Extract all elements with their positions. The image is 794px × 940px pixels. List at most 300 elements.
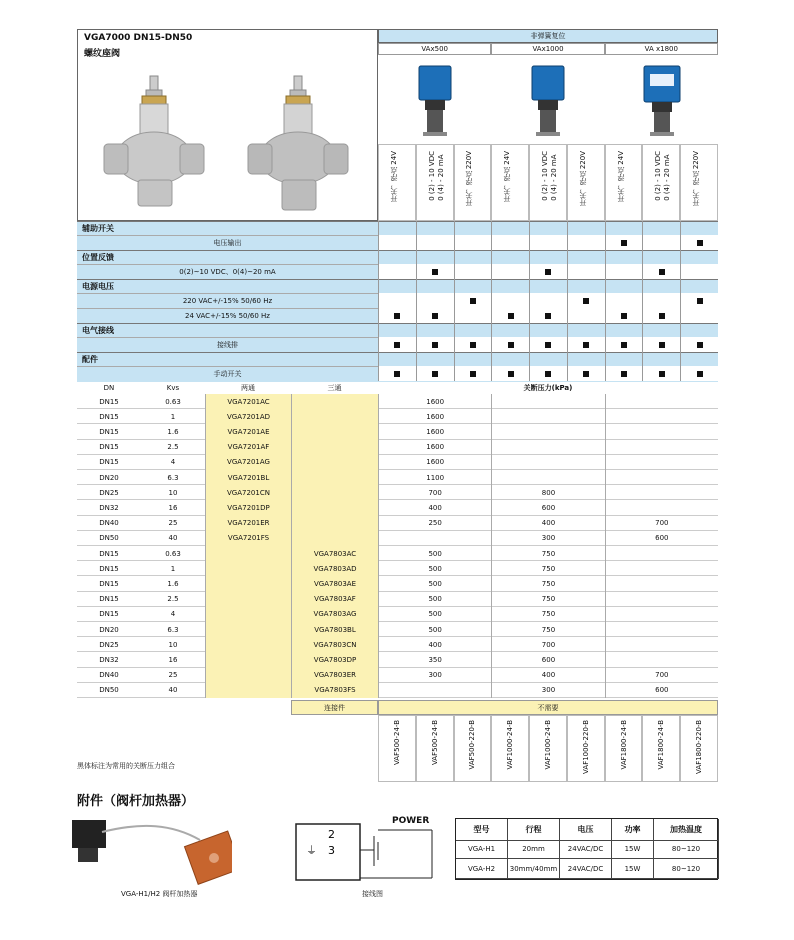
pressure-cell: 500 <box>378 561 491 576</box>
feature-mark-cell <box>567 264 605 279</box>
two-way-model-cell: VGA7201CN <box>205 485 291 500</box>
check-mark-icon <box>659 342 665 348</box>
three-way-model-cell: VGA7803AG <box>291 607 378 622</box>
feature-label: 电压输出 <box>213 238 242 247</box>
two-way-model-cell: VGA7201FS <box>205 531 291 546</box>
check-mark-icon <box>470 371 476 377</box>
pressure-cell: 1600 <box>378 394 491 409</box>
check-mark-icon <box>697 371 703 377</box>
feature-grid-cell <box>642 323 680 337</box>
check-mark-icon <box>432 342 438 348</box>
kvs-cell: 25 <box>168 519 178 528</box>
feature-grid-cell <box>529 279 567 293</box>
check-mark-icon <box>621 371 627 377</box>
feature-section-label: 电气接线 <box>82 326 114 335</box>
feature-grid-cell <box>605 250 643 264</box>
col-two-way-header: 两通 <box>241 383 255 392</box>
feature-mark-cell <box>642 308 680 323</box>
wiring-diagram <box>294 816 434 884</box>
feature-mark-cell <box>567 308 605 323</box>
actuator-image <box>413 60 457 140</box>
feature-grid-cell <box>567 250 605 264</box>
dn-cell: DN40 <box>99 671 119 680</box>
feature-mark-cell <box>416 308 454 323</box>
pressure-cell: 600 <box>491 500 604 515</box>
check-mark-icon <box>394 342 400 348</box>
three-way-model-cell <box>291 485 378 500</box>
kvs-cell: 4 <box>170 610 176 619</box>
feature-grid-cell <box>378 352 416 366</box>
two-way-model-cell: VGA7201AF <box>205 440 291 455</box>
heater-caption: VGA-H1/H2 阀杆加热器 <box>121 890 198 898</box>
pressure-cell <box>605 394 718 409</box>
dn-cell: DN15 <box>99 427 119 436</box>
svg-text:⏚: ⏚ <box>306 844 317 857</box>
check-mark-icon <box>583 371 589 377</box>
feature-grid-cell <box>642 279 680 293</box>
feature-mark-cell <box>529 293 567 308</box>
pressure-cell <box>605 485 718 500</box>
kvs-cell: 2.5 <box>167 443 179 452</box>
pressure-cell <box>605 637 718 652</box>
pressure-cell: 1100 <box>378 470 491 485</box>
feature-mark-cell <box>378 366 416 381</box>
feature-grid-cell <box>680 279 718 293</box>
actuator-name: VAx1000 <box>491 43 604 55</box>
kvs-cell: 16 <box>168 655 178 664</box>
feature-mark-cell <box>378 264 416 279</box>
pressure-cell <box>605 546 718 561</box>
check-mark-icon <box>432 313 438 319</box>
dn-cell: DN15 <box>99 564 119 573</box>
wiring-caption: 接线图 <box>362 890 383 898</box>
linkage-code-column <box>680 715 718 782</box>
kvs-cell: 6.3 <box>167 625 179 634</box>
feature-grid-cell <box>491 221 529 235</box>
pressure-cell <box>491 424 604 439</box>
feature-mark-cell <box>567 366 605 381</box>
check-mark-icon <box>545 342 551 348</box>
linkage-code: VAF500-220-B <box>468 720 477 770</box>
pressure-cell <box>605 440 718 455</box>
signal-column <box>491 144 529 221</box>
feature-mark-cell <box>567 293 605 308</box>
feature-mark-cell <box>378 293 416 308</box>
check-mark-icon <box>659 371 665 377</box>
kvs-cell: 1.6 <box>167 579 179 588</box>
feature-mark-cell <box>642 235 680 250</box>
feature-grid-cell <box>416 221 454 235</box>
two-way-model-cell <box>205 576 291 591</box>
linkage-code-column <box>491 715 529 782</box>
spec-header-cell: 型号 <box>456 819 508 841</box>
check-mark-icon <box>394 371 400 377</box>
dn-cell: DN15 <box>99 458 119 467</box>
pressure-cell: 750 <box>491 607 604 622</box>
feature-mark-cell <box>454 264 492 279</box>
three-way-model-cell <box>291 516 378 531</box>
col-three-way-header: 三通 <box>327 383 342 392</box>
kvs-cell: 0.63 <box>165 397 181 406</box>
pressure-cell <box>491 440 604 455</box>
pressure-cell: 600 <box>605 531 718 546</box>
two-way-model-cell <box>205 652 291 667</box>
feature-mark-cell <box>416 264 454 279</box>
feature-mark-cell <box>491 337 529 352</box>
pressure-cell: 500 <box>378 576 491 591</box>
pressure-header: 关断压力(kPa) <box>523 383 573 392</box>
signal-label: 开关，浮点 24V <box>616 151 625 202</box>
pressure-cell: 300 <box>491 531 604 546</box>
feature-grid-cell <box>605 323 643 337</box>
feature-mark-cell <box>491 308 529 323</box>
feature-mark-cell <box>454 337 492 352</box>
feature-section-label: 电源电压 <box>82 282 114 291</box>
feature-mark-cell <box>567 337 605 352</box>
signal-column <box>642 144 680 221</box>
check-mark-icon <box>697 342 703 348</box>
title-block <box>77 29 378 221</box>
feature-mark-cell <box>605 293 643 308</box>
feature-label: 手动开关 <box>213 369 242 378</box>
pressure-cell: 400 <box>378 500 491 515</box>
check-mark-icon <box>659 269 665 275</box>
feature-mark-cell <box>454 308 492 323</box>
pressure-cell: 750 <box>491 592 604 607</box>
feature-mark-cell <box>454 366 492 381</box>
pressure-cell: 800 <box>491 485 604 500</box>
dn-cell: DN15 <box>99 610 119 619</box>
three-way-model-cell <box>291 455 378 470</box>
pressure-cell: 750 <box>491 561 604 576</box>
check-mark-icon <box>394 313 400 319</box>
col-kvs-header: Kvs <box>166 383 180 392</box>
actuator-image <box>526 60 570 140</box>
linkage-code-column <box>642 715 680 782</box>
feature-mark-cell <box>454 293 492 308</box>
pressure-cell: 400 <box>491 668 604 683</box>
signal-label: 0 (2) - 10 VDC 0 (4) - 20 mA <box>654 151 672 201</box>
check-mark-icon <box>432 371 438 377</box>
check-mark-icon <box>508 313 514 319</box>
spec-header-cell: 功率 <box>612 819 654 841</box>
dn-cell: DN20 <box>99 473 119 482</box>
spec-cell: 20mm <box>508 839 560 859</box>
pressure-cell: 700 <box>605 516 718 531</box>
feature-mark-cell <box>529 366 567 381</box>
feature-mark-cell <box>605 235 643 250</box>
kvs-cell: 6.3 <box>167 473 179 482</box>
spec-cell: 15W <box>612 839 654 859</box>
signal-column <box>605 144 643 221</box>
feature-grid-cell <box>378 323 416 337</box>
signal-column <box>529 144 567 221</box>
feature-mark-cell <box>529 337 567 352</box>
pressure-cell <box>491 455 604 470</box>
two-way-model-cell <box>205 668 291 683</box>
model-subtitle: 螺纹座阀 <box>84 49 121 59</box>
two-way-model-cell: VGA7201AC <box>205 394 291 409</box>
three-way-model-cell: VGA7803FS <box>291 683 378 698</box>
feature-label: 0(2)~10 VDC、0(4)~20 mA <box>179 267 276 276</box>
feature-mark-cell <box>642 366 680 381</box>
feature-grid-cell <box>454 221 492 235</box>
dn-cell: DN40 <box>99 519 119 528</box>
dn-cell: DN15 <box>99 412 119 421</box>
dn-cell: DN15 <box>99 443 119 452</box>
feature-grid-cell <box>491 250 529 264</box>
linkage-code-column <box>454 715 492 782</box>
two-way-model-cell: VGA7201BL <box>205 470 291 485</box>
col-dn-header: DN <box>103 383 115 392</box>
feature-grid-cell <box>454 323 492 337</box>
feature-grid-cell <box>605 221 643 235</box>
feature-mark-cell <box>680 264 718 279</box>
kvs-cell: 25 <box>168 671 178 680</box>
three-way-model-cell <box>291 424 378 439</box>
pressure-cell <box>378 683 491 698</box>
feature-grid-cell <box>680 221 718 235</box>
feature-label: 220 VAC+/-15% 50/60 Hz <box>182 296 273 305</box>
actuator-image <box>640 60 684 140</box>
pressure-cell: 600 <box>491 652 604 667</box>
kvs-cell: 16 <box>168 503 178 512</box>
linkage-code: VAF1800-24-B <box>619 720 628 770</box>
feature-grid-cell <box>529 250 567 264</box>
kvs-cell: 10 <box>168 488 178 497</box>
svg-text:2: 2 <box>328 828 335 841</box>
feature-label: 接线排 <box>217 340 238 349</box>
check-mark-icon <box>545 269 551 275</box>
actuator-name: VA x1800 <box>605 43 718 55</box>
signal-label: 开关，浮点 220V <box>465 151 474 207</box>
three-way-model-cell <box>291 531 378 546</box>
linkage-code-column <box>605 715 643 782</box>
pressure-cell: 400 <box>378 637 491 652</box>
three-way-model-cell <box>291 470 378 485</box>
feature-grid-cell <box>680 323 718 337</box>
spec-cell: 30mm/40mm <box>508 859 560 879</box>
two-way-model-cell: VGA7201ER <box>205 516 291 531</box>
pressure-cell: 400 <box>491 516 604 531</box>
signal-column <box>454 144 492 221</box>
feature-grid-cell <box>605 352 643 366</box>
feature-mark-cell <box>680 293 718 308</box>
pressure-cell: 500 <box>378 607 491 622</box>
linkage-code: VAF500-24-B <box>392 720 401 766</box>
pressure-cell: 700 <box>378 485 491 500</box>
feature-section-label: 位置反馈 <box>82 253 114 262</box>
pressure-cell: 1600 <box>378 424 491 439</box>
linkage-code: VAF1800-24-B <box>657 720 666 770</box>
spec-cell: 80~120 <box>654 839 719 859</box>
feature-grid-cell <box>416 279 454 293</box>
check-mark-icon <box>583 342 589 348</box>
feature-grid-cell <box>378 279 416 293</box>
accessory-title: 附件（阀杆加热器） <box>77 794 195 809</box>
feature-mark-cell <box>378 308 416 323</box>
signal-column <box>416 144 454 221</box>
feature-mark-cell <box>529 308 567 323</box>
pressure-cell <box>605 576 718 591</box>
three-way-model-cell: VGA7803AC <box>291 546 378 561</box>
feature-mark-cell <box>529 235 567 250</box>
feature-grid-cell <box>454 250 492 264</box>
feature-mark-cell <box>680 235 718 250</box>
spec-cell: 24VAC/DC <box>560 859 612 879</box>
pressure-cell: 250 <box>378 516 491 531</box>
heater-spec-table <box>455 818 718 880</box>
pressure-cell: 1600 <box>378 409 491 424</box>
spec-header-cell: 行程 <box>508 819 560 841</box>
signal-column <box>680 144 718 221</box>
feature-label: 24 VAC+/-15% 50/60 Hz <box>185 311 270 320</box>
three-way-model-cell: VGA7803DP <box>291 652 378 667</box>
feature-mark-cell <box>680 308 718 323</box>
linkage-code-column <box>378 715 416 782</box>
signal-label: 0 (2) - 10 VDC 0 (4) - 20 mA <box>540 151 558 201</box>
linkage-code-column <box>567 715 605 782</box>
check-mark-icon <box>508 342 514 348</box>
feature-grid-cell <box>416 323 454 337</box>
feature-mark-cell <box>605 337 643 352</box>
feature-grid-cell <box>529 352 567 366</box>
kvs-cell: 1 <box>170 412 176 421</box>
feature-grid-cell <box>567 279 605 293</box>
two-way-model-cell: VGA7201AD <box>205 409 291 424</box>
spec-header-cell: 加热温度 <box>654 819 719 841</box>
feature-mark-cell <box>605 308 643 323</box>
feature-grid-cell <box>680 250 718 264</box>
three-way-model-cell: VGA7803AF <box>291 592 378 607</box>
pressure-cell: 600 <box>605 683 718 698</box>
signal-label: 开关，浮点 220V <box>692 151 701 207</box>
feature-grid-cell <box>567 221 605 235</box>
kvs-cell: 2.5 <box>167 595 179 604</box>
dn-cell: DN32 <box>99 655 119 664</box>
pressure-cell <box>605 607 718 622</box>
kvs-cell: 1 <box>170 564 176 573</box>
kvs-cell: 1.6 <box>167 427 179 436</box>
two-way-model-cell <box>205 683 291 698</box>
check-mark-icon <box>621 313 627 319</box>
check-mark-icon <box>659 313 665 319</box>
pressure-cell <box>605 500 718 515</box>
feature-mark-cell <box>680 337 718 352</box>
pressure-cell: 300 <box>378 668 491 683</box>
feature-grid-cell <box>454 279 492 293</box>
pressure-cell <box>605 652 718 667</box>
feature-mark-cell <box>491 366 529 381</box>
feature-grid-cell <box>605 279 643 293</box>
linkage-value: 不需要 <box>378 700 718 715</box>
check-mark-icon <box>470 298 476 304</box>
kvs-cell: 40 <box>168 534 178 543</box>
three-way-model-cell: VGA7803AE <box>291 576 378 591</box>
pressure-cell <box>605 592 718 607</box>
signal-column <box>567 144 605 221</box>
pressure-cell: 500 <box>378 622 491 637</box>
check-mark-icon <box>545 313 551 319</box>
kvs-cell: 4 <box>170 458 176 467</box>
pressure-cell <box>605 424 718 439</box>
check-mark-icon <box>432 269 438 275</box>
signal-label: 0 (2) - 10 VDC 0 (4) - 20 mA <box>427 151 445 201</box>
footnote: 黑体标注为常用的关断压力组合 <box>77 762 175 770</box>
three-way-model-cell <box>291 394 378 409</box>
feature-grid-cell <box>416 250 454 264</box>
pressure-cell <box>605 470 718 485</box>
heater-image <box>62 812 232 887</box>
linkage-label: 连接件 <box>291 700 378 715</box>
three-way-model-cell <box>291 500 378 515</box>
check-mark-icon <box>470 342 476 348</box>
feature-mark-cell <box>605 264 643 279</box>
linkage-code: VAF1000-220-B <box>581 720 590 774</box>
feature-grid-cell <box>567 352 605 366</box>
feature-mark-cell <box>491 235 529 250</box>
feature-mark-cell <box>642 293 680 308</box>
pressure-cell: 750 <box>491 576 604 591</box>
feature-mark-cell <box>416 366 454 381</box>
dn-cell: DN50 <box>99 534 119 543</box>
dn-cell: DN15 <box>99 549 119 558</box>
two-way-model-cell <box>205 637 291 652</box>
two-way-model-cell <box>205 561 291 576</box>
feature-mark-cell <box>378 337 416 352</box>
linkage-code-column <box>529 715 567 782</box>
feature-mark-cell <box>567 235 605 250</box>
dn-cell: DN32 <box>99 503 119 512</box>
pressure-cell: 750 <box>491 622 604 637</box>
pressure-cell <box>605 409 718 424</box>
three-way-model-cell <box>291 440 378 455</box>
pressure-cell <box>605 622 718 637</box>
pressure-cell <box>378 531 491 546</box>
svg-text:3: 3 <box>328 844 335 857</box>
spec-cell: 24VAC/DC <box>560 839 612 859</box>
pressure-cell <box>605 561 718 576</box>
pressure-cell: 1600 <box>378 440 491 455</box>
check-mark-icon <box>583 298 589 304</box>
actuator-group-header: 非弹簧复位 <box>378 29 718 43</box>
feature-mark-cell <box>642 337 680 352</box>
feature-mark-cell <box>491 264 529 279</box>
feature-grid-cell <box>491 279 529 293</box>
pressure-cell: 350 <box>378 652 491 667</box>
linkage-code: VAF1800-220-B <box>695 720 704 774</box>
pressure-cell: 500 <box>378 592 491 607</box>
pressure-cell: 700 <box>605 668 718 683</box>
linkage-code: VAF1000-24-B <box>543 720 552 770</box>
pressure-cell: 750 <box>491 546 604 561</box>
pressure-cell <box>605 455 718 470</box>
three-way-model-cell <box>291 409 378 424</box>
feature-grid-cell <box>567 323 605 337</box>
feature-mark-cell <box>642 264 680 279</box>
feature-grid-cell <box>491 323 529 337</box>
dn-cell: DN25 <box>99 640 119 649</box>
feature-grid-cell <box>378 221 416 235</box>
dn-cell: DN15 <box>99 579 119 588</box>
two-way-model-cell <box>205 607 291 622</box>
linkage-code: VAF500-24-B <box>430 720 439 766</box>
feature-grid-cell <box>642 221 680 235</box>
two-way-model-cell <box>205 622 291 637</box>
two-way-model-cell: VGA7201AG <box>205 455 291 470</box>
dn-cell: DN50 <box>99 686 119 695</box>
pressure-cell: 700 <box>491 637 604 652</box>
